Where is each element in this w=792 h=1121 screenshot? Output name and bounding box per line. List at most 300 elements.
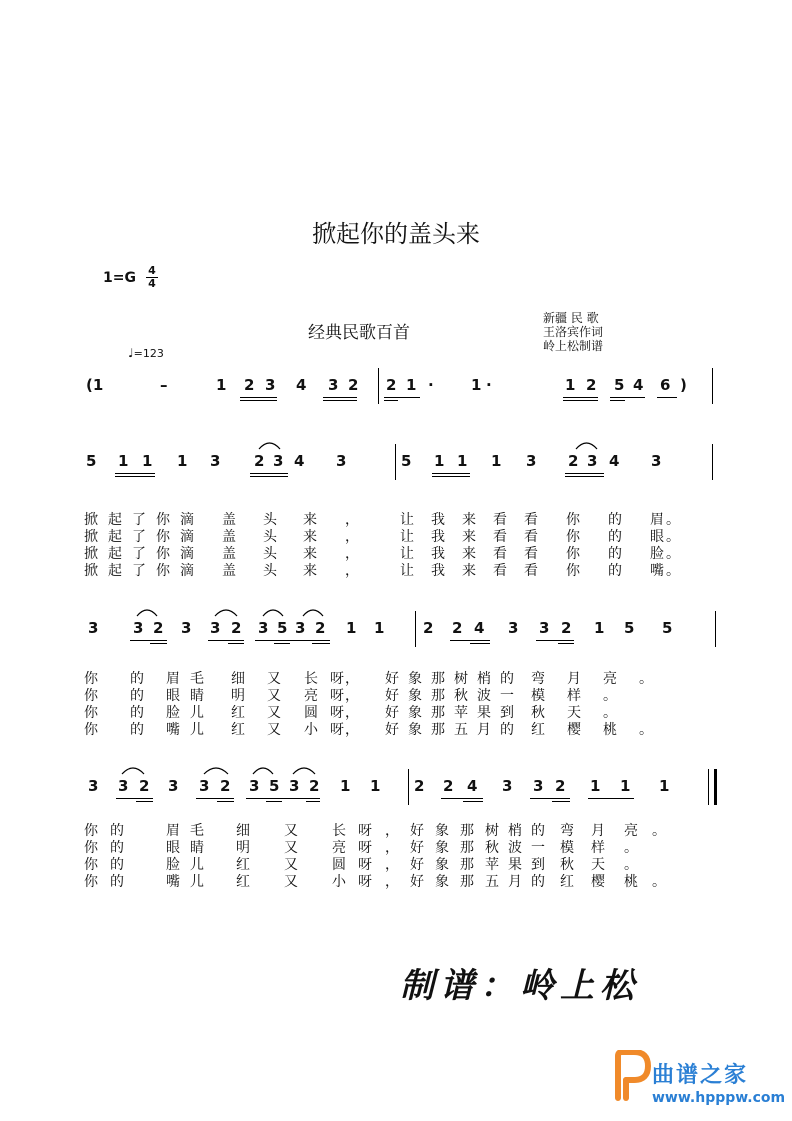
lyric-char: 来 bbox=[462, 512, 476, 528]
lyric-char: 掀 bbox=[84, 512, 98, 528]
note-s4-21: 1 bbox=[659, 777, 670, 795]
lyric-char: 弯 bbox=[560, 823, 574, 839]
lyric-char: 起 bbox=[108, 546, 122, 562]
lyric-char: 那 bbox=[460, 823, 474, 839]
note-s3-10: 2 bbox=[315, 619, 326, 637]
lyric-char: 又 bbox=[284, 823, 298, 839]
lyric-char: ， bbox=[385, 857, 399, 873]
lyric-char: 。 bbox=[624, 857, 638, 873]
lyric-char: 看 bbox=[524, 529, 538, 545]
lyric-char: 树 bbox=[454, 671, 468, 687]
lyric-char: 象 bbox=[435, 874, 449, 890]
lyric-char: 毛 bbox=[190, 671, 204, 687]
lyric-char: 睛 bbox=[190, 840, 204, 856]
lyric-char: ， bbox=[345, 546, 359, 562]
lyric-char: 起 bbox=[108, 512, 122, 528]
lyric-char: ， bbox=[385, 823, 399, 839]
note-s2-12: 1 bbox=[457, 452, 468, 470]
lyric-char: 又 bbox=[267, 671, 281, 687]
lyric-char: 眉 bbox=[166, 671, 180, 687]
lyric-char: 。 bbox=[666, 529, 680, 545]
lyric-char: 你 bbox=[84, 705, 98, 721]
lyric-char: 桃 bbox=[603, 722, 617, 738]
lyric-char: 你 bbox=[84, 857, 98, 873]
lyric-char: 一 bbox=[500, 688, 514, 704]
lyric-char: 来 bbox=[303, 512, 317, 528]
lyric-char: 。 bbox=[652, 823, 666, 839]
lyric-char: 滴 bbox=[180, 512, 194, 528]
lyric-char: 呀 bbox=[330, 722, 344, 738]
note-s1-13: · bbox=[486, 376, 492, 394]
lyric-char: 的 bbox=[130, 722, 144, 738]
lyric-char: 起 bbox=[108, 563, 122, 579]
lyric-char: 眼 bbox=[650, 529, 664, 545]
lyric-char: 看 bbox=[524, 512, 538, 528]
lyric-char: 秋 bbox=[560, 857, 574, 873]
note-s2-18: 3 bbox=[651, 452, 662, 470]
note-s4-1: 3 bbox=[88, 777, 99, 795]
lyric-char: 来 bbox=[303, 546, 317, 562]
lyric-char: 。 bbox=[666, 563, 680, 579]
lyric-char: 梢 bbox=[508, 823, 522, 839]
note-s4-4: 3 bbox=[168, 777, 179, 795]
lyric-char: 树 bbox=[485, 823, 499, 839]
watermark-url: www.hpppw.com bbox=[652, 1090, 786, 1106]
note-s4-12: 1 bbox=[370, 777, 381, 795]
lyric-char: 秋 bbox=[485, 840, 499, 856]
lyric-char: 头 bbox=[263, 563, 277, 579]
lyric-char: 天 bbox=[591, 857, 605, 873]
lyric-char: 。 bbox=[652, 874, 666, 890]
note-s4-8: 5 bbox=[269, 777, 280, 795]
lyric-char: ， bbox=[385, 874, 399, 890]
lyric-char: 红 bbox=[560, 874, 574, 890]
lyric-char: 的 bbox=[608, 529, 622, 545]
lyric-char: 月 bbox=[508, 874, 522, 890]
lyric-char: 月 bbox=[567, 671, 581, 687]
note-s1-16: 5 bbox=[614, 376, 625, 394]
lyric-char: 滴 bbox=[180, 563, 194, 579]
lyric-char: 我 bbox=[431, 546, 445, 562]
lyric-char: 弯 bbox=[531, 671, 545, 687]
lyric-char: 那 bbox=[460, 857, 474, 873]
lyric-char: 长 bbox=[332, 823, 346, 839]
lyric-char: 明 bbox=[231, 688, 245, 704]
lyric-char: 让 bbox=[400, 529, 414, 545]
lyric-char: 睛 bbox=[190, 688, 204, 704]
lyric-char: 红 bbox=[236, 874, 250, 890]
lyric-char: 的 bbox=[500, 722, 514, 738]
lyric-char: 的 bbox=[531, 874, 545, 890]
note-s2-15: 2 bbox=[568, 452, 579, 470]
lyric-char: 月 bbox=[477, 722, 491, 738]
lyric-char: 了 bbox=[132, 563, 146, 579]
lyric-char: 。 bbox=[624, 840, 638, 856]
tempo-marking: ♩=123 bbox=[128, 346, 164, 360]
lyric-char: 看 bbox=[493, 563, 507, 579]
lyric-char: 好 bbox=[410, 874, 424, 890]
lyric-char: 的 bbox=[110, 840, 124, 856]
lyric-char: 儿 bbox=[190, 722, 204, 738]
lyric-char: 模 bbox=[531, 688, 545, 704]
lyric-char: 我 bbox=[431, 529, 445, 545]
lyric-char: 了 bbox=[132, 529, 146, 545]
lyric-char: ， bbox=[345, 722, 359, 738]
lyric-char: 一 bbox=[531, 840, 545, 856]
lyric-char: 盖 bbox=[222, 512, 236, 528]
note-s2-5: 3 bbox=[210, 452, 221, 470]
note-s2-9: 3 bbox=[336, 452, 347, 470]
lyric-char: 来 bbox=[462, 546, 476, 562]
lyric-char: 那 bbox=[431, 705, 445, 721]
note-s3-8: 5 bbox=[277, 619, 288, 637]
song-title: 掀起你的盖头来 bbox=[312, 220, 480, 248]
lyric-char: 的 bbox=[608, 512, 622, 528]
lyric-char: 看 bbox=[524, 563, 538, 579]
lyric-char: 看 bbox=[493, 512, 507, 528]
note-s1-5: 3 bbox=[265, 376, 276, 394]
lyric-char: 模 bbox=[560, 840, 574, 856]
note-s4-15: 4 bbox=[467, 777, 478, 795]
lyric-char: 的 bbox=[110, 874, 124, 890]
lyric-char: ， bbox=[345, 688, 359, 704]
note-s4-17: 3 bbox=[533, 777, 544, 795]
lyric-char: 细 bbox=[231, 671, 245, 687]
lyric-char: 嘴 bbox=[166, 722, 180, 738]
lyric-char: 小 bbox=[332, 874, 346, 890]
subtitle: 经典民歌百首 bbox=[308, 323, 410, 343]
lyric-char: 那 bbox=[460, 840, 474, 856]
lyric-char: 呀 bbox=[330, 705, 344, 721]
lyric-char: 盖 bbox=[222, 529, 236, 545]
note-s4-3: 2 bbox=[139, 777, 150, 795]
time-signature: 4 4 bbox=[146, 266, 158, 289]
note-s3-3: 2 bbox=[153, 619, 164, 637]
lyric-char: 儿 bbox=[190, 705, 204, 721]
lyric-char: 桃 bbox=[624, 874, 638, 890]
lyric-char: ， bbox=[345, 529, 359, 545]
lyric-char: 苹 bbox=[485, 857, 499, 873]
lyric-char: 的 bbox=[608, 563, 622, 579]
lyric-char: 那 bbox=[431, 722, 445, 738]
credit-lyricist: 王洛宾作词 bbox=[543, 325, 604, 339]
lyric-char: 我 bbox=[431, 563, 445, 579]
lyric-char: 五 bbox=[454, 722, 468, 738]
lyric-char: 掀 bbox=[84, 529, 98, 545]
lyric-char: 象 bbox=[408, 688, 422, 704]
lyric-char: 红 bbox=[231, 722, 245, 738]
lyric-char: 好 bbox=[385, 722, 399, 738]
lyric-char: 亮 bbox=[304, 688, 318, 704]
lyric-char: 好 bbox=[410, 840, 424, 856]
lyric-char: 来 bbox=[303, 563, 317, 579]
lyric-char: 亮 bbox=[332, 840, 346, 856]
note-s4-2: 3 bbox=[118, 777, 129, 795]
lyric-char: 了 bbox=[132, 546, 146, 562]
lyric-char: 掀 bbox=[84, 563, 98, 579]
note-s4-11: 1 bbox=[340, 777, 351, 795]
note-s1-17: 4 bbox=[633, 376, 644, 394]
note-s1-2: – bbox=[160, 376, 168, 394]
lyric-char: 又 bbox=[284, 874, 298, 890]
note-s4-10: 2 bbox=[309, 777, 320, 795]
lyric-char: 象 bbox=[435, 823, 449, 839]
note-s3-5: 3 bbox=[210, 619, 221, 637]
lyric-char: 明 bbox=[236, 840, 250, 856]
lyric-char: 又 bbox=[284, 840, 298, 856]
note-s4-18: 2 bbox=[555, 777, 566, 795]
lyric-char: 滴 bbox=[180, 546, 194, 562]
note-s1-14: 1 bbox=[565, 376, 576, 394]
lyric-char: 。 bbox=[639, 671, 653, 687]
note-s2-8: 4 bbox=[294, 452, 305, 470]
note-s2-10: 5 bbox=[401, 452, 412, 470]
lyric-char: 让 bbox=[400, 512, 414, 528]
lyric-char: 又 bbox=[267, 722, 281, 738]
lyric-char: 你 bbox=[566, 546, 580, 562]
lyric-char: 象 bbox=[408, 671, 422, 687]
lyric-char: 象 bbox=[408, 705, 422, 721]
lyric-char: 好 bbox=[385, 688, 399, 704]
note-s2-2: 1 bbox=[118, 452, 129, 470]
lyric-char: 的 bbox=[531, 823, 545, 839]
note-s3-12: 1 bbox=[374, 619, 385, 637]
lyric-char: 秋 bbox=[454, 688, 468, 704]
lyric-char: 樱 bbox=[567, 722, 581, 738]
note-s3-20: 5 bbox=[624, 619, 635, 637]
lyric-char: 呀 bbox=[330, 688, 344, 704]
note-s3-13: 2 bbox=[423, 619, 434, 637]
note-s2-6: 2 bbox=[254, 452, 265, 470]
lyric-char: 的 bbox=[130, 688, 144, 704]
lyric-char: ， bbox=[345, 705, 359, 721]
note-s1-9: 2 bbox=[386, 376, 397, 394]
lyric-char: 。 bbox=[639, 722, 653, 738]
lyric-char: 长 bbox=[304, 671, 318, 687]
lyric-char: 你 bbox=[84, 874, 98, 890]
credit-transcriber: 岭上松制谱 bbox=[543, 339, 604, 353]
quarter-note-icon: ♩ bbox=[128, 346, 134, 360]
note-s1-12: 1 bbox=[471, 376, 482, 394]
p-logo-icon bbox=[608, 1050, 652, 1102]
lyric-char: 的 bbox=[500, 671, 514, 687]
lyric-char: 嘴 bbox=[166, 874, 180, 890]
lyric-char: 我 bbox=[431, 512, 445, 528]
lyric-char: 眼 bbox=[166, 840, 180, 856]
lyric-char: 嘴 bbox=[650, 563, 664, 579]
lyric-char: 样 bbox=[591, 840, 605, 856]
lyric-char: 的 bbox=[110, 823, 124, 839]
lyric-char: 眉 bbox=[166, 823, 180, 839]
note-s3-7: 3 bbox=[258, 619, 269, 637]
lyric-char: 脸 bbox=[650, 546, 664, 562]
note-s3-14: 2 bbox=[452, 619, 463, 637]
lyric-char: 掀 bbox=[84, 546, 98, 562]
lyric-char: 你 bbox=[84, 688, 98, 704]
note-s1-19: ) bbox=[680, 376, 687, 394]
lyric-char: 看 bbox=[493, 546, 507, 562]
lyric-char: 了 bbox=[132, 512, 146, 528]
lyric-char: 天 bbox=[567, 705, 581, 721]
lyric-char: 好 bbox=[410, 857, 424, 873]
note-s4-5: 3 bbox=[199, 777, 210, 795]
note-s1-1: (1 bbox=[86, 376, 104, 394]
lyric-char: 你 bbox=[566, 563, 580, 579]
lyric-char: 来 bbox=[303, 529, 317, 545]
lyric-char: 又 bbox=[267, 688, 281, 704]
lyric-char: ， bbox=[385, 840, 399, 856]
note-s3-21: 5 bbox=[662, 619, 673, 637]
note-s2-16: 3 bbox=[587, 452, 598, 470]
lyric-char: 的 bbox=[110, 857, 124, 873]
lyric-char: 红 bbox=[236, 857, 250, 873]
lyric-char: 梢 bbox=[477, 671, 491, 687]
note-s2-4: 1 bbox=[177, 452, 188, 470]
lyric-char: 呀 bbox=[358, 840, 372, 856]
note-s4-9: 3 bbox=[289, 777, 300, 795]
note-s2-11: 1 bbox=[434, 452, 445, 470]
lyric-char: 圆 bbox=[304, 705, 318, 721]
lyric-char: 到 bbox=[500, 705, 514, 721]
lyric-char: ， bbox=[345, 671, 359, 687]
lyric-char: 头 bbox=[263, 546, 277, 562]
lyric-char: 小 bbox=[304, 722, 318, 738]
lyric-char: 好 bbox=[385, 671, 399, 687]
lyric-char: 果 bbox=[477, 705, 491, 721]
lyric-char: 你 bbox=[156, 529, 170, 545]
lyric-char: 头 bbox=[263, 529, 277, 545]
note-s1-18: 6 bbox=[660, 376, 671, 394]
note-s1-11: · bbox=[428, 376, 434, 394]
lyric-char: 毛 bbox=[190, 823, 204, 839]
lyric-char: 五 bbox=[485, 874, 499, 890]
lyric-char: 亮 bbox=[624, 823, 638, 839]
lyric-char: 苹 bbox=[454, 705, 468, 721]
note-s1-10: 1 bbox=[406, 376, 417, 394]
lyric-char: 呀 bbox=[330, 671, 344, 687]
lyric-char: 那 bbox=[460, 874, 474, 890]
note-s2-3: 1 bbox=[142, 452, 153, 470]
lyric-char: 又 bbox=[267, 705, 281, 721]
note-s3-15: 4 bbox=[474, 619, 485, 637]
lyric-char: 脸 bbox=[166, 705, 180, 721]
lyric-char: 盖 bbox=[222, 563, 236, 579]
lyric-char: 你 bbox=[84, 840, 98, 856]
lyric-char: 到 bbox=[531, 857, 545, 873]
lyric-char: 象 bbox=[408, 722, 422, 738]
note-s3-9: 3 bbox=[295, 619, 306, 637]
note-s4-6: 2 bbox=[220, 777, 231, 795]
lyric-char: 眉 bbox=[650, 512, 664, 528]
note-s3-6: 2 bbox=[231, 619, 242, 637]
note-s2-14: 3 bbox=[526, 452, 537, 470]
lyric-char: ， bbox=[345, 563, 359, 579]
lyric-char: 樱 bbox=[591, 874, 605, 890]
lyric-char: 的 bbox=[130, 671, 144, 687]
lyric-char: 秋 bbox=[531, 705, 545, 721]
lyric-char: 的 bbox=[130, 705, 144, 721]
note-s2-1: 5 bbox=[86, 452, 97, 470]
lyric-char: 红 bbox=[531, 722, 545, 738]
lyric-char: 那 bbox=[431, 671, 445, 687]
note-s4-19: 1 bbox=[590, 777, 601, 795]
note-s4-14: 2 bbox=[443, 777, 454, 795]
note-s3-1: 3 bbox=[88, 619, 99, 637]
lyric-char: 的 bbox=[608, 546, 622, 562]
lyric-char: 你 bbox=[566, 512, 580, 528]
note-s1-8: 2 bbox=[348, 376, 359, 394]
lyric-char: 你 bbox=[84, 671, 98, 687]
lyric-char: 。 bbox=[603, 688, 617, 704]
lyric-char: 圆 bbox=[332, 857, 346, 873]
note-s3-2: 3 bbox=[133, 619, 144, 637]
watermark-name: 曲谱之家 bbox=[652, 1063, 749, 1088]
note-s4-7: 3 bbox=[249, 777, 260, 795]
lyric-char: 又 bbox=[284, 857, 298, 873]
credit-origin: 新疆 民 歌 bbox=[543, 311, 599, 325]
lyric-char: 脸 bbox=[166, 857, 180, 873]
lyric-char: 看 bbox=[524, 546, 538, 562]
lyric-char: 呀 bbox=[358, 857, 372, 873]
lyric-char: 呀 bbox=[358, 874, 372, 890]
note-s3-17: 3 bbox=[539, 619, 550, 637]
lyric-char: 让 bbox=[400, 546, 414, 562]
lyric-char: 。 bbox=[666, 546, 680, 562]
note-s4-13: 2 bbox=[414, 777, 425, 795]
lyric-char: 波 bbox=[508, 840, 522, 856]
note-s1-3: 1 bbox=[216, 376, 227, 394]
note-s3-18: 2 bbox=[561, 619, 572, 637]
lyric-char: 红 bbox=[231, 705, 245, 721]
note-s2-13: 1 bbox=[491, 452, 502, 470]
note-s2-7: 3 bbox=[273, 452, 284, 470]
lyric-char: 头 bbox=[263, 512, 277, 528]
note-s4-16: 3 bbox=[502, 777, 513, 795]
lyric-char: 盖 bbox=[222, 546, 236, 562]
lyric-char: 象 bbox=[435, 857, 449, 873]
lyric-char: 看 bbox=[493, 529, 507, 545]
note-s3-11: 1 bbox=[346, 619, 357, 637]
note-s1-15: 2 bbox=[586, 376, 597, 394]
lyric-char: 呀 bbox=[358, 823, 372, 839]
lyric-char: 儿 bbox=[190, 874, 204, 890]
lyric-char: 好 bbox=[410, 823, 424, 839]
lyric-char: 你 bbox=[156, 546, 170, 562]
lyric-char: 果 bbox=[508, 857, 522, 873]
key-signature: 1=G bbox=[103, 270, 136, 286]
lyric-char: 亮 bbox=[603, 671, 617, 687]
lyric-char: 你 bbox=[156, 512, 170, 528]
note-s3-16: 3 bbox=[508, 619, 519, 637]
lyric-char: 月 bbox=[591, 823, 605, 839]
lyric-char: 你 bbox=[156, 563, 170, 579]
lyric-char: 象 bbox=[435, 840, 449, 856]
note-s3-19: 1 bbox=[594, 619, 605, 637]
lyric-char: 让 bbox=[400, 563, 414, 579]
transcriber-signature: 制谱：岭上松 bbox=[400, 966, 640, 1006]
lyric-char: 起 bbox=[108, 529, 122, 545]
lyric-char: 你 bbox=[84, 823, 98, 839]
lyric-char: 好 bbox=[385, 705, 399, 721]
lyric-char: 来 bbox=[462, 563, 476, 579]
lyric-char: 样 bbox=[567, 688, 581, 704]
lyric-char: 。 bbox=[666, 512, 680, 528]
lyric-char: 儿 bbox=[190, 857, 204, 873]
note-s1-4: 2 bbox=[244, 376, 255, 394]
note-s1-7: 3 bbox=[328, 376, 339, 394]
lyric-char: 波 bbox=[477, 688, 491, 704]
note-s3-4: 3 bbox=[181, 619, 192, 637]
